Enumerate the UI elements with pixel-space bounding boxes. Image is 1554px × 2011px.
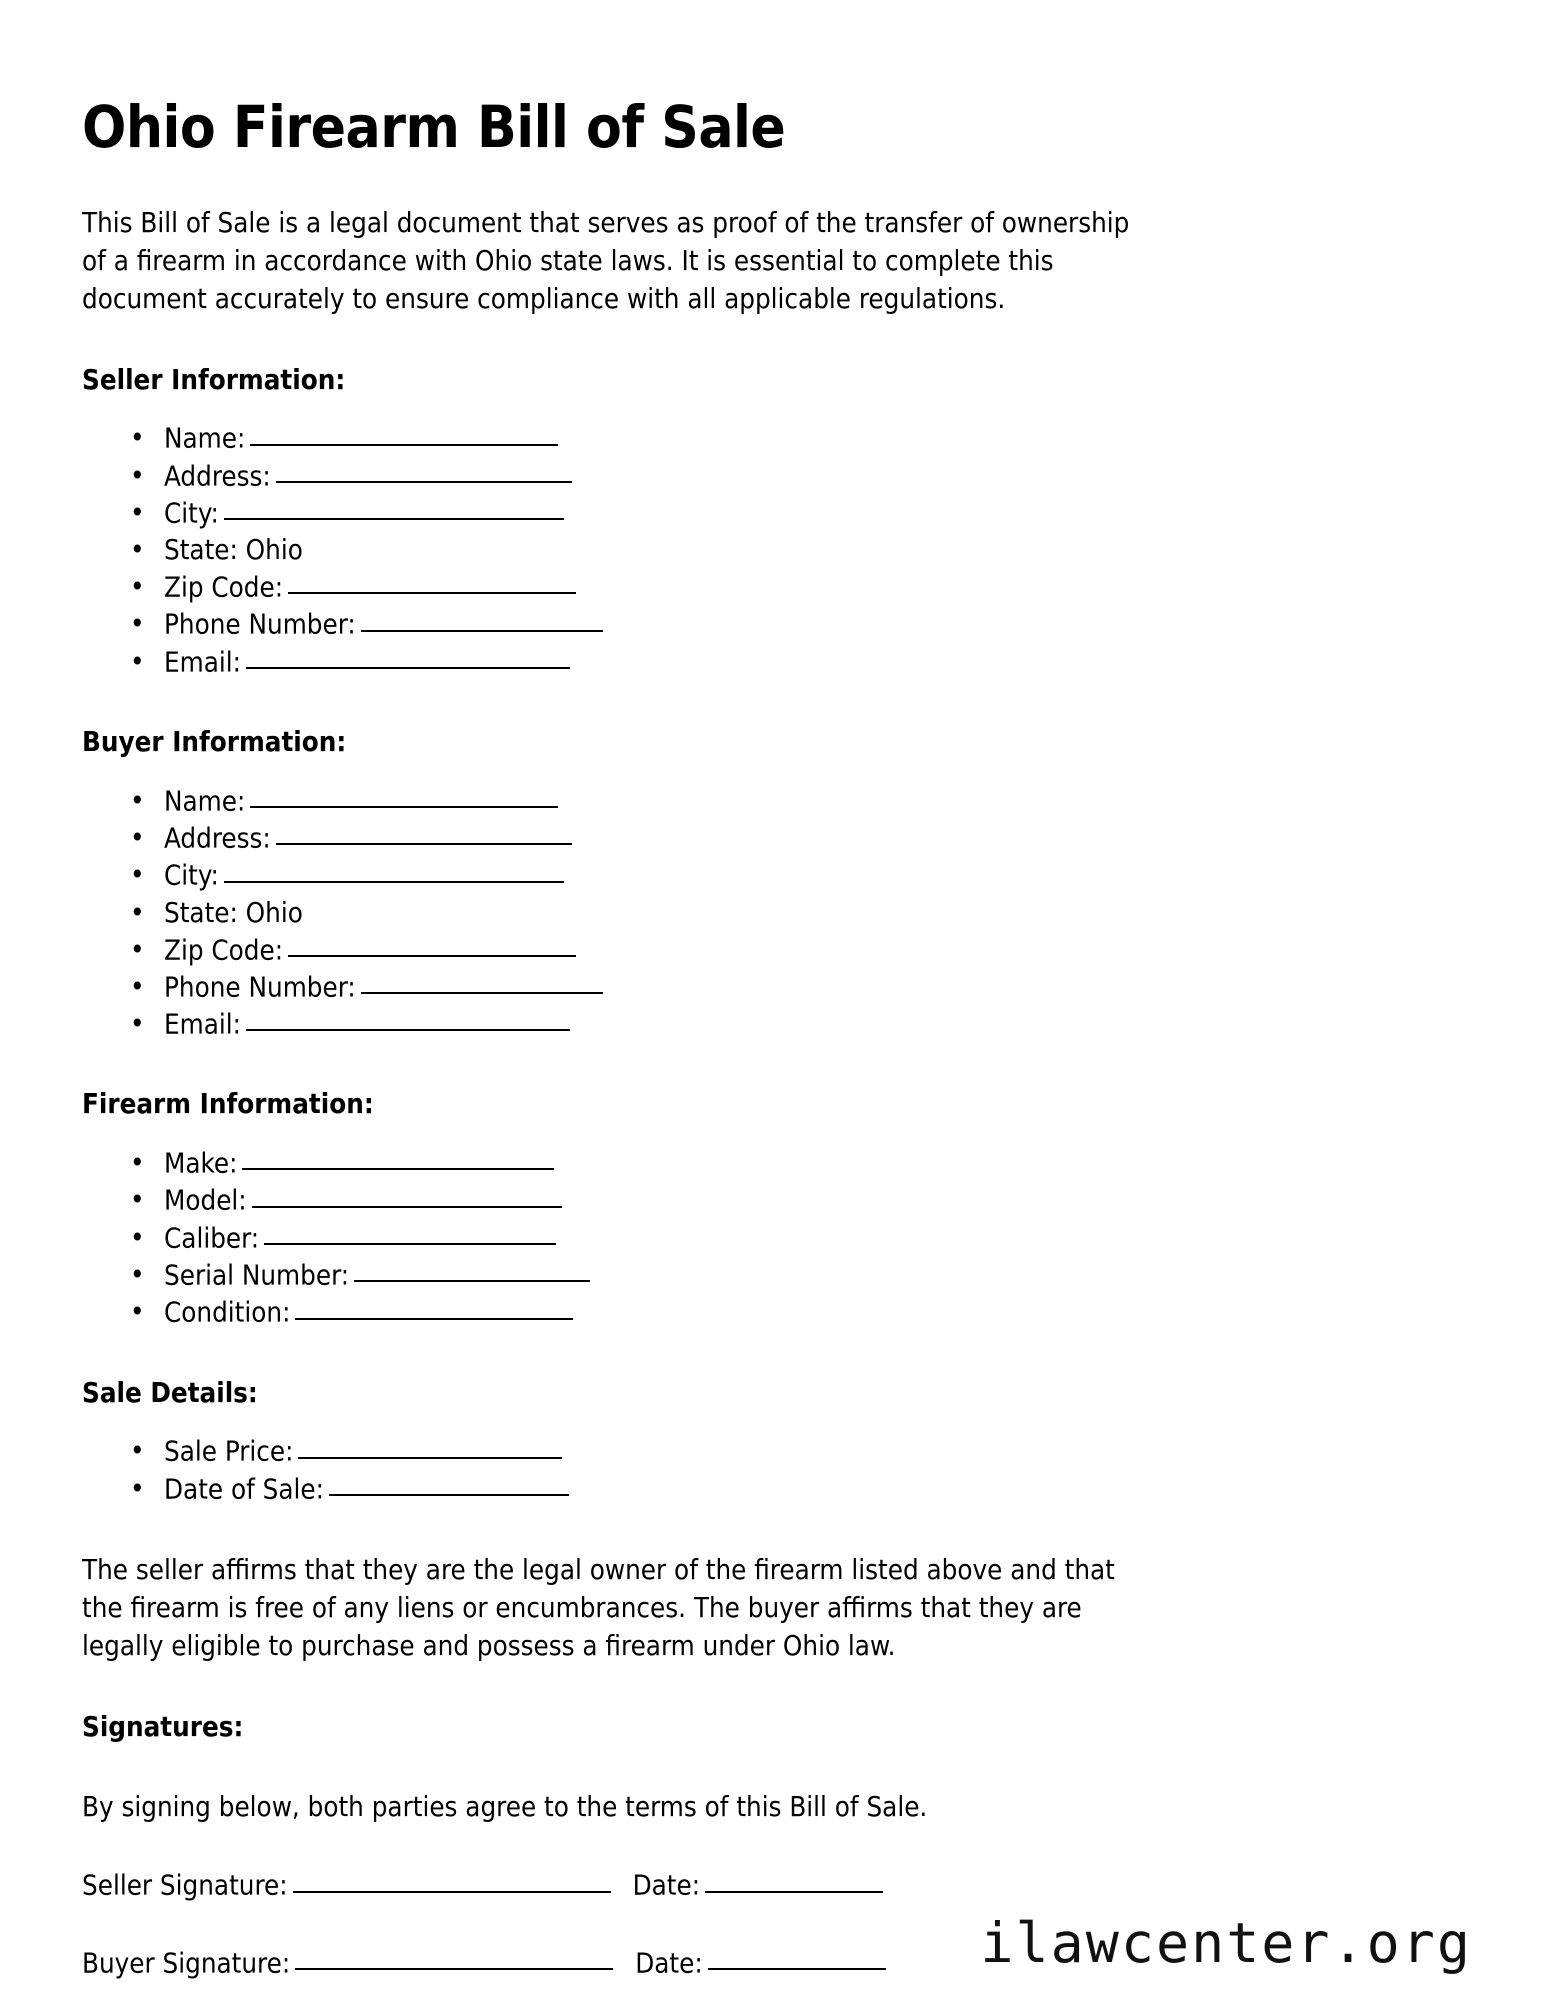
fill-in-blank[interactable] xyxy=(250,420,558,445)
field-label: Date of Sale: xyxy=(164,1472,324,1505)
list-item xyxy=(122,857,1472,894)
fill-in-blank[interactable] xyxy=(252,1182,562,1207)
date-label: Date: xyxy=(632,1869,701,1902)
section-heading-sale-details: Sale Details: xyxy=(82,1376,258,1409)
field-label: Address: xyxy=(164,822,271,855)
fill-in-blank[interactable] xyxy=(288,932,576,957)
intro-paragraph: This Bill of Sale is a legal document that serves as proof of the transfer of ownership of a firearm in accordance with Ohio state laws. It is essential to complete this document accurately to ensure compliance with all applicable regulations. xyxy=(82,206,1130,315)
site-watermark: ilawcenter.org xyxy=(980,1911,1472,1975)
field-label: Phone Number: xyxy=(164,608,356,641)
signature-label: Seller Signature: xyxy=(82,1869,288,1902)
date-blank[interactable] xyxy=(705,1867,883,1892)
list-item xyxy=(122,1257,1472,1294)
field-value: Ohio xyxy=(237,896,303,929)
signature-blank[interactable] xyxy=(293,1867,611,1892)
list-item xyxy=(122,606,1472,643)
list-item xyxy=(122,532,1472,569)
page-title: Ohio Firearm Bill of Sale xyxy=(82,93,786,161)
field-label: Email: xyxy=(164,1008,241,1041)
section-heading-signatures: Signatures: xyxy=(82,1710,244,1743)
fill-in-blank[interactable] xyxy=(361,969,603,994)
field-label: Name: xyxy=(164,784,246,817)
list-item xyxy=(122,495,1472,532)
fill-in-blank[interactable] xyxy=(276,458,572,483)
signature-label: Buyer Signature: xyxy=(82,1946,291,1979)
fill-in-blank[interactable] xyxy=(242,1145,554,1170)
list-item xyxy=(122,644,1472,681)
signature-row xyxy=(82,1867,1472,1904)
date-label: Date: xyxy=(635,1946,703,1979)
field-label: City: xyxy=(164,859,219,892)
fill-in-blank[interactable] xyxy=(250,783,558,808)
field-label: Make: xyxy=(164,1147,238,1180)
field-label: State: xyxy=(164,896,238,929)
list-item xyxy=(122,820,1472,857)
field-label: Serial Number: xyxy=(164,1259,350,1292)
field-value: Ohio xyxy=(237,534,303,567)
field-label: Address: xyxy=(164,459,271,492)
fill-in-blank[interactable] xyxy=(276,820,572,845)
fill-in-blank[interactable] xyxy=(361,606,603,631)
signature-intro-text: By signing below, both parties agree to the terms of this Bill of Sale. xyxy=(82,1791,928,1824)
section-heading-firearm: Firearm Information: xyxy=(82,1088,374,1121)
section-heading-buyer: Buyer Information: xyxy=(82,725,347,758)
field-label: Zip Code: xyxy=(164,571,284,604)
list-item xyxy=(122,420,1472,457)
seller-field-list xyxy=(82,420,1472,681)
firearm-field-list xyxy=(82,1145,1472,1331)
list-item xyxy=(122,969,1472,1006)
signature-blank[interactable] xyxy=(295,1945,613,1970)
fill-in-blank[interactable] xyxy=(246,1006,570,1031)
fill-in-blank[interactable] xyxy=(354,1257,590,1282)
fill-in-blank[interactable] xyxy=(295,1294,573,1319)
affirmation-paragraph: The seller affirms that they are the legal owner of the firearm listed above and that the firearm is free of any liens or encumbrances. The buyer affirms that they are legally eligible to purchase and possess a firearm under Ohio law. xyxy=(82,1553,1115,1662)
list-item xyxy=(122,1220,1472,1257)
fill-in-blank[interactable] xyxy=(224,495,564,520)
field-label: Email: xyxy=(164,645,241,678)
list-item xyxy=(122,932,1472,969)
sale-details-field-list xyxy=(82,1433,1472,1508)
fill-in-blank[interactable] xyxy=(329,1471,569,1496)
field-label: Sale Price: xyxy=(164,1435,294,1468)
fill-in-blank[interactable] xyxy=(246,644,570,669)
field-label: Phone Number: xyxy=(164,971,356,1004)
list-item xyxy=(122,1006,1472,1043)
list-item xyxy=(122,458,1472,495)
field-label: City: xyxy=(164,497,219,530)
date-blank[interactable] xyxy=(708,1945,886,1970)
fill-in-blank[interactable] xyxy=(224,857,564,882)
fill-in-blank[interactable] xyxy=(298,1433,562,1458)
list-item xyxy=(122,1182,1472,1219)
field-label: Name: xyxy=(164,422,246,455)
list-item xyxy=(122,1145,1472,1182)
list-item xyxy=(122,1433,1472,1470)
list-item xyxy=(122,783,1472,820)
list-item xyxy=(122,1294,1472,1331)
section-heading-seller: Seller Information: xyxy=(82,363,346,396)
buyer-field-list xyxy=(82,783,1472,1044)
fill-in-blank[interactable] xyxy=(288,569,576,594)
field-label: Caliber: xyxy=(164,1221,260,1254)
fill-in-blank[interactable] xyxy=(264,1220,556,1245)
field-label: Zip Code: xyxy=(164,933,284,966)
list-item xyxy=(122,1471,1472,1508)
list-item xyxy=(122,895,1472,932)
field-label: Model: xyxy=(164,1184,247,1217)
list-item xyxy=(122,569,1472,606)
field-label: State: xyxy=(164,534,238,567)
field-label: Condition: xyxy=(164,1296,291,1329)
